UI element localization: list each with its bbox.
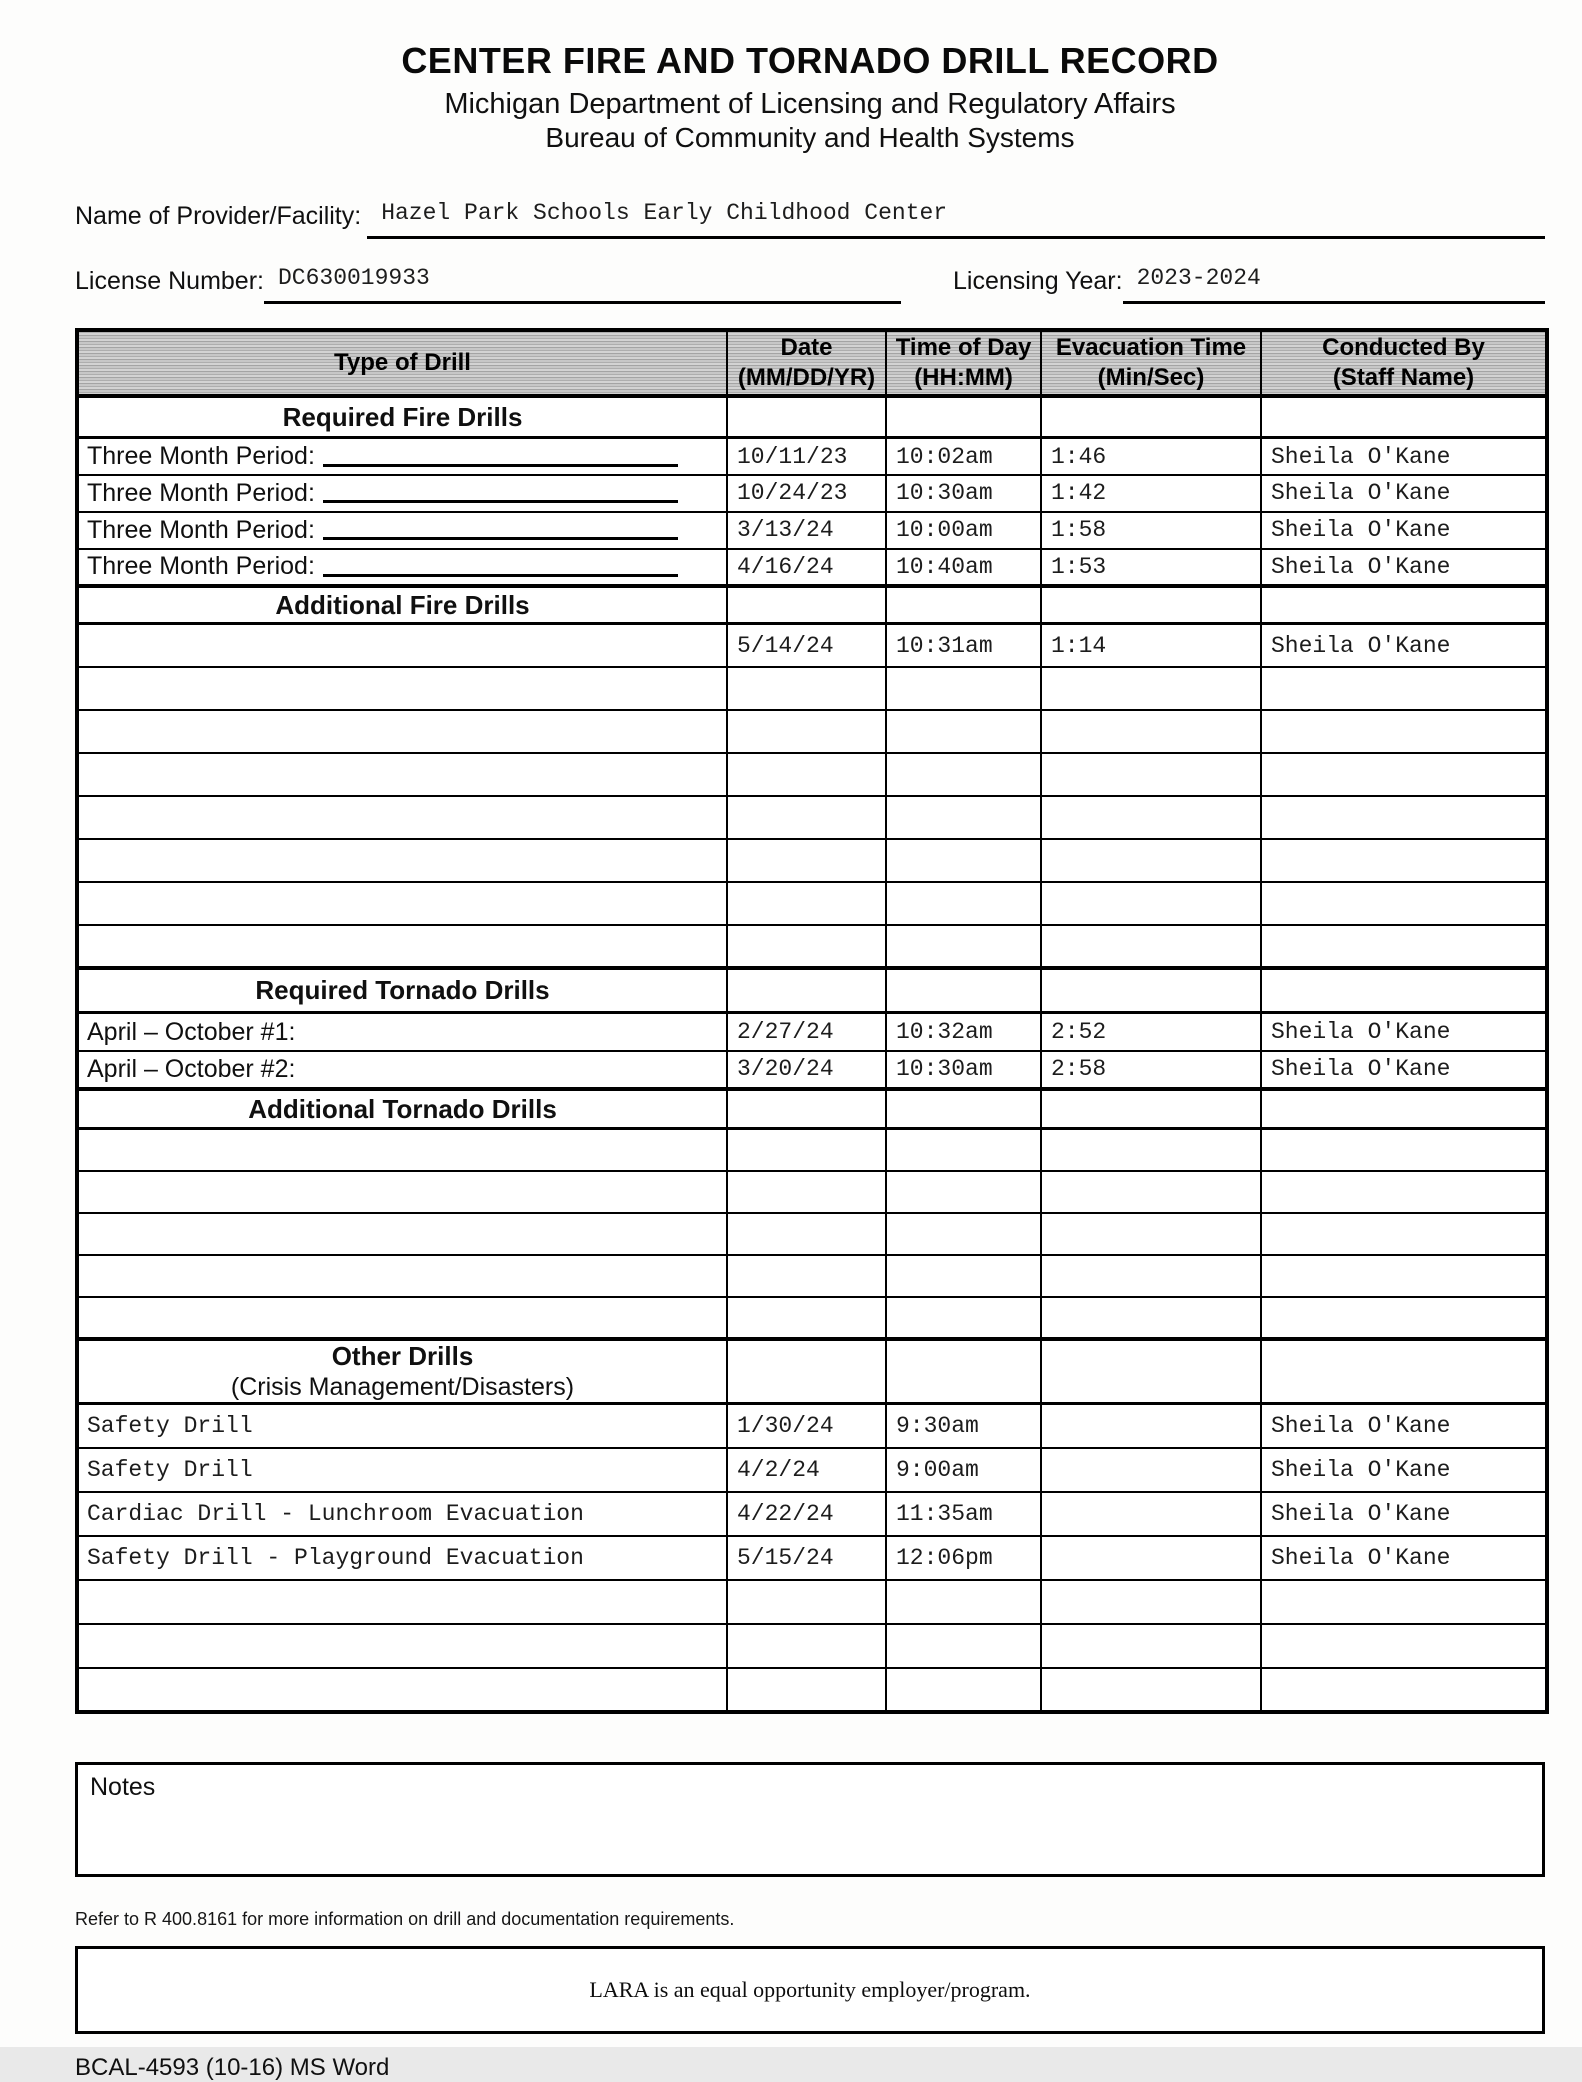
cell-date-value: 10/24/23 <box>737 480 848 507</box>
cell-type <box>77 925 727 968</box>
drill-record-table <box>75 328 1549 1714</box>
table-row <box>77 1492 1547 1536</box>
bureau-subtitle: Bureau of Community and Health Systems <box>545 121 1075 153</box>
cell-conducted-by <box>1261 512 1547 549</box>
section-empty-cell <box>886 1339 1041 1404</box>
section-title: Required Fire Drills <box>282 401 523 432</box>
drill-type-label: Cardiac Drill - Lunchroom Evacuation <box>87 1500 584 1527</box>
column-header-line2: (Min/Sec) <box>1097 363 1205 391</box>
cell-type <box>77 710 727 753</box>
cell-evacuation-value: 2:52 <box>1051 1019 1107 1046</box>
section-title-cell <box>77 396 727 438</box>
section-title: Other Drills <box>331 1340 474 1371</box>
type-content <box>87 1457 726 1483</box>
cell-date <box>727 1580 886 1624</box>
cell-time <box>886 549 1041 586</box>
cell-conducted-by <box>1261 1404 1547 1448</box>
cell-conducted-by-value: Sheila O'Kane <box>1271 1412 1451 1439</box>
cell-evacuation <box>1041 1297 1261 1339</box>
section-empty-cell <box>727 1339 886 1404</box>
section-title-cell <box>77 1339 727 1404</box>
cell-date <box>727 624 886 667</box>
cell-type <box>77 1297 727 1339</box>
cell-evacuation-value: 1:46 <box>1051 443 1107 470</box>
drill-type-label: Three Month Period: <box>87 515 315 544</box>
cell-evacuation <box>1041 1580 1261 1624</box>
section-empty-cell <box>886 396 1041 438</box>
table-row <box>77 624 1547 667</box>
cell-time-value: 10:31am <box>896 632 993 659</box>
section-empty-cell <box>886 968 1041 1013</box>
drill-record-page <box>75 0 1545 2082</box>
cell-evacuation <box>1041 925 1261 968</box>
cell-type <box>77 1492 727 1536</box>
cell-evacuation <box>1041 1448 1261 1492</box>
type-content <box>87 1545 726 1571</box>
cell-date <box>727 512 886 549</box>
table-row <box>77 796 1547 839</box>
cell-type <box>77 1580 727 1624</box>
form-fields <box>75 200 1545 304</box>
table-row <box>77 882 1547 925</box>
type-content <box>87 1413 726 1439</box>
column-header-type <box>77 330 727 396</box>
cell-type <box>77 1051 727 1089</box>
provider-field-value: Hazel Park Schools Early Childhood Center <box>367 200 1545 239</box>
cell-conducted-by <box>1261 667 1547 710</box>
page-title: CENTER FIRE AND TORNADO DRILL RECORD <box>401 40 1219 81</box>
type-content <box>87 552 726 581</box>
type-content <box>87 1055 726 1084</box>
cell-date <box>727 1013 886 1051</box>
cell-conducted-by-value: Sheila O'Kane <box>1271 480 1451 507</box>
table-body <box>77 396 1547 1712</box>
drill-type-label: Safety Drill <box>87 1412 253 1439</box>
cell-evacuation <box>1041 667 1261 710</box>
cell-date-value: 5/15/24 <box>737 1544 834 1571</box>
section-empty-cell <box>727 396 886 438</box>
cell-evacuation-value: 1:42 <box>1051 480 1107 507</box>
cell-conducted-by-value: Sheila O'Kane <box>1271 1456 1451 1483</box>
section-empty-cell <box>1041 1339 1261 1404</box>
cell-conducted-by <box>1261 549 1547 586</box>
cell-time <box>886 1624 1041 1668</box>
cell-conducted-by <box>1261 1171 1547 1213</box>
cell-conducted-by <box>1261 1013 1547 1051</box>
cell-type <box>77 1624 727 1668</box>
cell-time <box>886 1492 1041 1536</box>
cell-date <box>727 839 886 882</box>
table-row <box>77 1171 1547 1213</box>
table-head <box>77 330 1547 396</box>
blank-fill-line <box>323 447 678 467</box>
column-header-date <box>727 330 886 396</box>
cell-evacuation <box>1041 512 1261 549</box>
section-empty-cell <box>1261 1339 1547 1404</box>
section-empty-cell <box>727 1089 886 1129</box>
cell-time-value: 12:06pm <box>896 1544 993 1571</box>
cell-conducted-by <box>1261 710 1547 753</box>
drill-type-label: Three Month Period: <box>87 478 315 507</box>
form-number: BCAL-4593 (10-16) MS Word <box>75 2053 390 2081</box>
cell-time <box>886 882 1041 925</box>
refer-note: Refer to R 400.8161 for more information on drill and documentation requirements. <box>75 1908 735 1929</box>
table-row <box>77 438 1547 475</box>
cell-type <box>77 1448 727 1492</box>
section-empty-cell <box>727 968 886 1013</box>
cell-time <box>886 710 1041 753</box>
cell-time <box>886 1448 1041 1492</box>
cell-conducted-by-value: Sheila O'Kane <box>1271 632 1451 659</box>
cell-time <box>886 1051 1041 1089</box>
table-row <box>77 1448 1547 1492</box>
cell-time-value: 10:30am <box>896 480 993 507</box>
cell-time-value: 10:02am <box>896 443 993 470</box>
section-empty-cell <box>1041 586 1261 624</box>
type-content <box>87 516 726 545</box>
cell-conducted-by <box>1261 624 1547 667</box>
cell-time <box>886 1668 1041 1712</box>
cell-evacuation-value: 2:58 <box>1051 1056 1107 1083</box>
table-row <box>77 1255 1547 1297</box>
cell-time <box>886 475 1041 512</box>
drill-type-label: April – October #2: <box>87 1054 296 1083</box>
cell-type <box>77 475 727 512</box>
notes-box <box>75 1762 1545 1877</box>
cell-date <box>727 1171 886 1213</box>
cell-time <box>886 1213 1041 1255</box>
cell-evacuation <box>1041 1255 1261 1297</box>
type-content <box>87 1018 726 1047</box>
cell-conducted-by-value: Sheila O'Kane <box>1271 517 1451 544</box>
cell-date-value: 4/22/24 <box>737 1500 834 1527</box>
notes-label: Notes <box>90 1772 156 1801</box>
table-row <box>77 475 1547 512</box>
cell-type <box>77 512 727 549</box>
cell-conducted-by <box>1261 1255 1547 1297</box>
cell-type <box>77 1668 727 1712</box>
cell-date-value: 5/14/24 <box>737 632 834 659</box>
cell-date <box>727 475 886 512</box>
cell-conducted-by <box>1261 1624 1547 1668</box>
cell-time-value: 10:40am <box>896 553 993 580</box>
department-subtitle: Michigan Department of Licensing and Regulatory Affairs <box>444 88 1176 121</box>
table-row <box>77 839 1547 882</box>
cell-type <box>77 624 727 667</box>
column-header-line2: (Staff Name) <box>1332 363 1475 391</box>
cell-conducted-by <box>1261 882 1547 925</box>
column-header-time <box>886 330 1041 396</box>
cell-time-value: 10:32am <box>896 1019 993 1046</box>
table-row <box>77 1129 1547 1171</box>
cell-evacuation <box>1041 796 1261 839</box>
cell-time <box>886 1129 1041 1171</box>
cell-evacuation <box>1041 710 1261 753</box>
table-row <box>77 925 1547 968</box>
license-field-label: License Number: <box>75 266 264 295</box>
licensing-year-label: Licensing Year: <box>952 266 1123 295</box>
section-empty-cell <box>886 1089 1041 1129</box>
cell-conducted-by <box>1261 475 1547 512</box>
cell-time <box>886 667 1041 710</box>
cell-date <box>727 1492 886 1536</box>
table-row <box>77 1013 1547 1051</box>
section-title-cell <box>77 586 727 624</box>
cell-evacuation <box>1041 1624 1261 1668</box>
table-row <box>77 549 1547 586</box>
blank-fill-line <box>323 557 678 577</box>
cell-evacuation <box>1041 1013 1261 1051</box>
cell-evacuation <box>1041 438 1261 475</box>
cell-evacuation <box>1041 1171 1261 1213</box>
provider-field-label: Name of Provider/Facility: <box>75 201 362 230</box>
cell-date <box>727 1051 886 1089</box>
column-header-line2: (HH:MM) <box>914 363 1013 391</box>
cell-time-value: 10:00am <box>896 517 993 544</box>
type-content <box>87 479 726 508</box>
blank-fill-line <box>323 520 678 540</box>
cell-date <box>727 1624 886 1668</box>
drill-type-label: Safety Drill - Playground Evacuation <box>87 1544 584 1571</box>
cell-time <box>886 512 1041 549</box>
cell-evacuation <box>1041 1668 1261 1712</box>
cell-conducted-by <box>1261 1213 1547 1255</box>
cell-evacuation <box>1041 624 1261 667</box>
table-row <box>77 1404 1547 1448</box>
cell-conducted-by <box>1261 1129 1547 1171</box>
cell-type <box>77 1404 727 1448</box>
cell-conducted-by <box>1261 1051 1547 1089</box>
cell-conducted-by <box>1261 925 1547 968</box>
table-row <box>77 1297 1547 1339</box>
cell-type <box>77 667 727 710</box>
cell-time <box>886 925 1041 968</box>
cell-time <box>886 1580 1041 1624</box>
table-row <box>77 512 1547 549</box>
cell-type <box>77 1013 727 1051</box>
cell-date-value: 2/27/24 <box>737 1019 834 1046</box>
cell-type <box>77 839 727 882</box>
cell-date <box>727 710 886 753</box>
column-header-line1: Date <box>780 333 833 361</box>
cell-date <box>727 753 886 796</box>
section-empty-cell <box>1261 586 1547 624</box>
table-row <box>77 1668 1547 1712</box>
section-title-cell <box>77 1089 727 1129</box>
section-title: Additional Fire Drills <box>275 589 530 620</box>
section-empty-cell <box>1041 1089 1261 1129</box>
cell-evacuation <box>1041 839 1261 882</box>
type-content <box>87 1501 726 1527</box>
table-row <box>77 710 1547 753</box>
cell-evacuation-value: 1:58 <box>1051 517 1107 544</box>
table-row <box>77 1051 1547 1089</box>
section-empty-cell <box>1041 396 1261 438</box>
cell-date <box>727 925 886 968</box>
cell-date <box>727 1297 886 1339</box>
license-field-value: DC630019933 <box>264 265 901 304</box>
cell-time <box>886 1404 1041 1448</box>
lara-statement-box <box>75 1946 1545 2034</box>
cell-time <box>886 438 1041 475</box>
type-content <box>87 442 726 471</box>
cell-evacuation <box>1041 475 1261 512</box>
lara-statement-text: LARA is an equal opportunity employer/program. <box>589 1976 1031 2002</box>
column-header-line1: Evacuation Time <box>1055 333 1247 361</box>
cell-type <box>77 1213 727 1255</box>
cell-conducted-by <box>1261 1536 1547 1580</box>
cell-evacuation <box>1041 1129 1261 1171</box>
cell-date-value: 4/16/24 <box>737 553 834 580</box>
cell-time <box>886 1013 1041 1051</box>
column-header-conducted_by <box>1261 330 1547 396</box>
drill-type-label: April – October #1: <box>87 1017 296 1046</box>
cell-time-value: 11:35am <box>896 1500 993 1527</box>
cell-time <box>886 1171 1041 1213</box>
cell-evacuation-value: 1:53 <box>1051 553 1107 580</box>
cell-evacuation <box>1041 753 1261 796</box>
cell-time <box>886 1297 1041 1339</box>
document-header <box>75 40 1545 154</box>
cell-conducted-by <box>1261 1492 1547 1536</box>
cell-time <box>886 624 1041 667</box>
cell-conducted-by-value: Sheila O'Kane <box>1271 1056 1451 1083</box>
cell-evacuation <box>1041 1404 1261 1448</box>
header-row <box>77 330 1547 396</box>
section-header-row <box>77 586 1547 624</box>
section-title: Additional Tornado Drills <box>248 1093 557 1124</box>
table-row <box>77 667 1547 710</box>
cell-type <box>77 438 727 475</box>
cell-evacuation <box>1041 549 1261 586</box>
drill-type-label: Three Month Period: <box>87 442 315 471</box>
cell-evacuation <box>1041 1536 1261 1580</box>
cell-date <box>727 438 886 475</box>
cell-date <box>727 882 886 925</box>
cell-type <box>77 1536 727 1580</box>
cell-type <box>77 882 727 925</box>
cell-date <box>727 1255 886 1297</box>
cell-conducted-by-value: Sheila O'Kane <box>1271 1019 1451 1046</box>
cell-conducted-by <box>1261 1668 1547 1712</box>
cell-date <box>727 1404 886 1448</box>
cell-date-value: 3/20/24 <box>737 1056 834 1083</box>
cell-conducted-by <box>1261 1297 1547 1339</box>
cell-conducted-by-value: Sheila O'Kane <box>1271 553 1451 580</box>
cell-conducted-by-value: Sheila O'Kane <box>1271 1500 1451 1527</box>
cell-date <box>727 1668 886 1712</box>
section-title: Required Tornado Drills <box>255 975 550 1006</box>
cell-date <box>727 1129 886 1171</box>
cell-conducted-by <box>1261 839 1547 882</box>
blank-fill-line <box>323 483 678 503</box>
column-header-line1: Time of Day <box>895 333 1032 361</box>
table-row <box>77 753 1547 796</box>
cell-conducted-by <box>1261 796 1547 839</box>
cell-date <box>727 796 886 839</box>
cell-evacuation-value: 1:14 <box>1051 632 1107 659</box>
section-empty-cell <box>1261 396 1547 438</box>
cell-type <box>77 1129 727 1171</box>
cell-type <box>77 1171 727 1213</box>
drill-type-label: Three Month Period: <box>87 552 315 581</box>
section-empty-cell <box>886 586 1041 624</box>
cell-date-value: 10/11/23 <box>737 443 848 470</box>
table-row <box>77 1580 1547 1624</box>
cell-conducted-by-value: Sheila O'Kane <box>1271 1544 1451 1571</box>
cell-type <box>77 796 727 839</box>
section-empty-cell <box>1041 968 1261 1013</box>
cell-date <box>727 1213 886 1255</box>
cell-time-value: 9:00am <box>896 1456 979 1483</box>
cell-type <box>77 549 727 586</box>
cell-conducted-by <box>1261 753 1547 796</box>
cell-date <box>727 667 886 710</box>
section-empty-cell <box>1261 1089 1547 1129</box>
section-header-row <box>77 1089 1547 1129</box>
license-field-row <box>75 265 1545 304</box>
provider-field-row <box>75 200 1545 239</box>
cell-type <box>77 1255 727 1297</box>
cell-evacuation <box>1041 1492 1261 1536</box>
column-header-line2: (MM/DD/YR) <box>737 363 876 391</box>
column-header-line1: Conducted By <box>1322 333 1485 361</box>
cell-date-value: 4/2/24 <box>737 1456 820 1483</box>
cell-conducted-by <box>1261 1448 1547 1492</box>
cell-type <box>77 753 727 796</box>
table-row <box>77 1213 1547 1255</box>
section-subtitle: (Crisis Management/Disasters) <box>230 1373 575 1402</box>
cell-conducted-by-value: Sheila O'Kane <box>1271 443 1451 470</box>
column-header-line1: Type of Drill <box>334 348 471 376</box>
section-header-row <box>77 1339 1547 1404</box>
section-title-cell <box>77 968 727 1013</box>
cell-conducted-by <box>1261 438 1547 475</box>
cell-date <box>727 549 886 586</box>
cell-evacuation <box>1041 1051 1261 1089</box>
table-row <box>77 1624 1547 1668</box>
cell-time-value: 10:30am <box>896 1056 993 1083</box>
licensing-year-value: 2023-2024 <box>1123 265 1545 304</box>
cell-date <box>727 1448 886 1492</box>
cell-date-value: 3/13/24 <box>737 517 834 544</box>
cell-time <box>886 839 1041 882</box>
cell-evacuation <box>1041 1213 1261 1255</box>
section-header-row <box>77 396 1547 438</box>
drill-type-label: Safety Drill <box>87 1456 253 1483</box>
cell-date <box>727 1536 886 1580</box>
cell-time <box>886 1536 1041 1580</box>
table-row <box>77 1536 1547 1580</box>
section-empty-cell <box>1261 968 1547 1013</box>
cell-time <box>886 753 1041 796</box>
cell-time-value: 9:30am <box>896 1412 979 1439</box>
cell-conducted-by <box>1261 1580 1547 1624</box>
cell-date-value: 1/30/24 <box>737 1412 834 1439</box>
column-header-evacuation <box>1041 330 1261 396</box>
section-header-row <box>77 968 1547 1013</box>
cell-time <box>886 1255 1041 1297</box>
cell-evacuation <box>1041 882 1261 925</box>
cell-time <box>886 796 1041 839</box>
section-empty-cell <box>727 586 886 624</box>
